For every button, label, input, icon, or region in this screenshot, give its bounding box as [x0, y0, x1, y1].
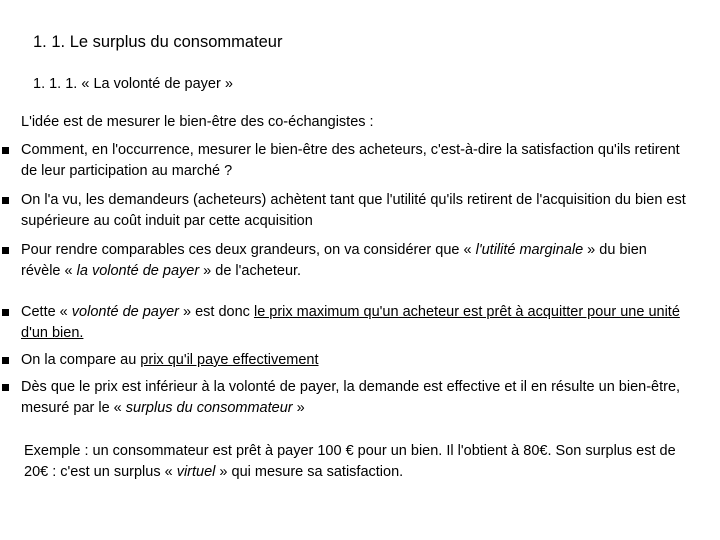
- bullet-text: Cette « volonté de payer » est donc le prix maximum qu'un acheteur est prêt à acquitter pour une unité d'un bien.: [21, 304, 680, 341]
- bullet-square-icon: [2, 197, 9, 204]
- bullet-text: Dès que le prix est inférieur à la volonté de payer, la demande est effective et il en résulte un bien-être, mesuré par le « surplus du consommateur »: [21, 379, 681, 416]
- bullet-text: Pour rendre comparables ces deux grandeurs, on va considérer que « l'utilité marginale » du bien révèle « la volonté de payer » de l'acheteur.: [21, 242, 647, 279]
- bullet-square-icon: [2, 309, 9, 316]
- example-paragraph: Exemple : un consommateur est prêt à payer 100 € pour un bien. Il l'obtient à 80€. Son surplus est de 20€ : c'est un surplus « virtuel » qui mesure sa satisfaction.: [24, 443, 676, 480]
- bullet-square-icon: [2, 357, 9, 364]
- bullet-square-icon: [2, 247, 9, 254]
- bullet-square-icon: [2, 384, 9, 391]
- section-heading: 1. 1. Le surplus du consommateur: [33, 33, 283, 51]
- bullet-text: Comment, en l'occurrence, mesurer le bien-être des acheteurs, c'est-à-dire la satisfaction qu'ils retirent de leur participation au marché ?: [21, 142, 680, 179]
- bullet-text: On la compare au prix qu'il paye effectivement: [21, 352, 319, 368]
- subsection-heading: 1. 1. 1. « La volonté de payer »: [33, 76, 233, 92]
- bullet-square-icon: [2, 147, 9, 154]
- intro-text: L'idée est de mesurer le bien-être des co-échangistes :: [21, 114, 374, 130]
- bullet-text: On l'a vu, les demandeurs (acheteurs) achètent tant que l'utilité qu'ils retirent de l'acquisition du bien est supérieure au coût induit par cette acquisition: [21, 192, 686, 229]
